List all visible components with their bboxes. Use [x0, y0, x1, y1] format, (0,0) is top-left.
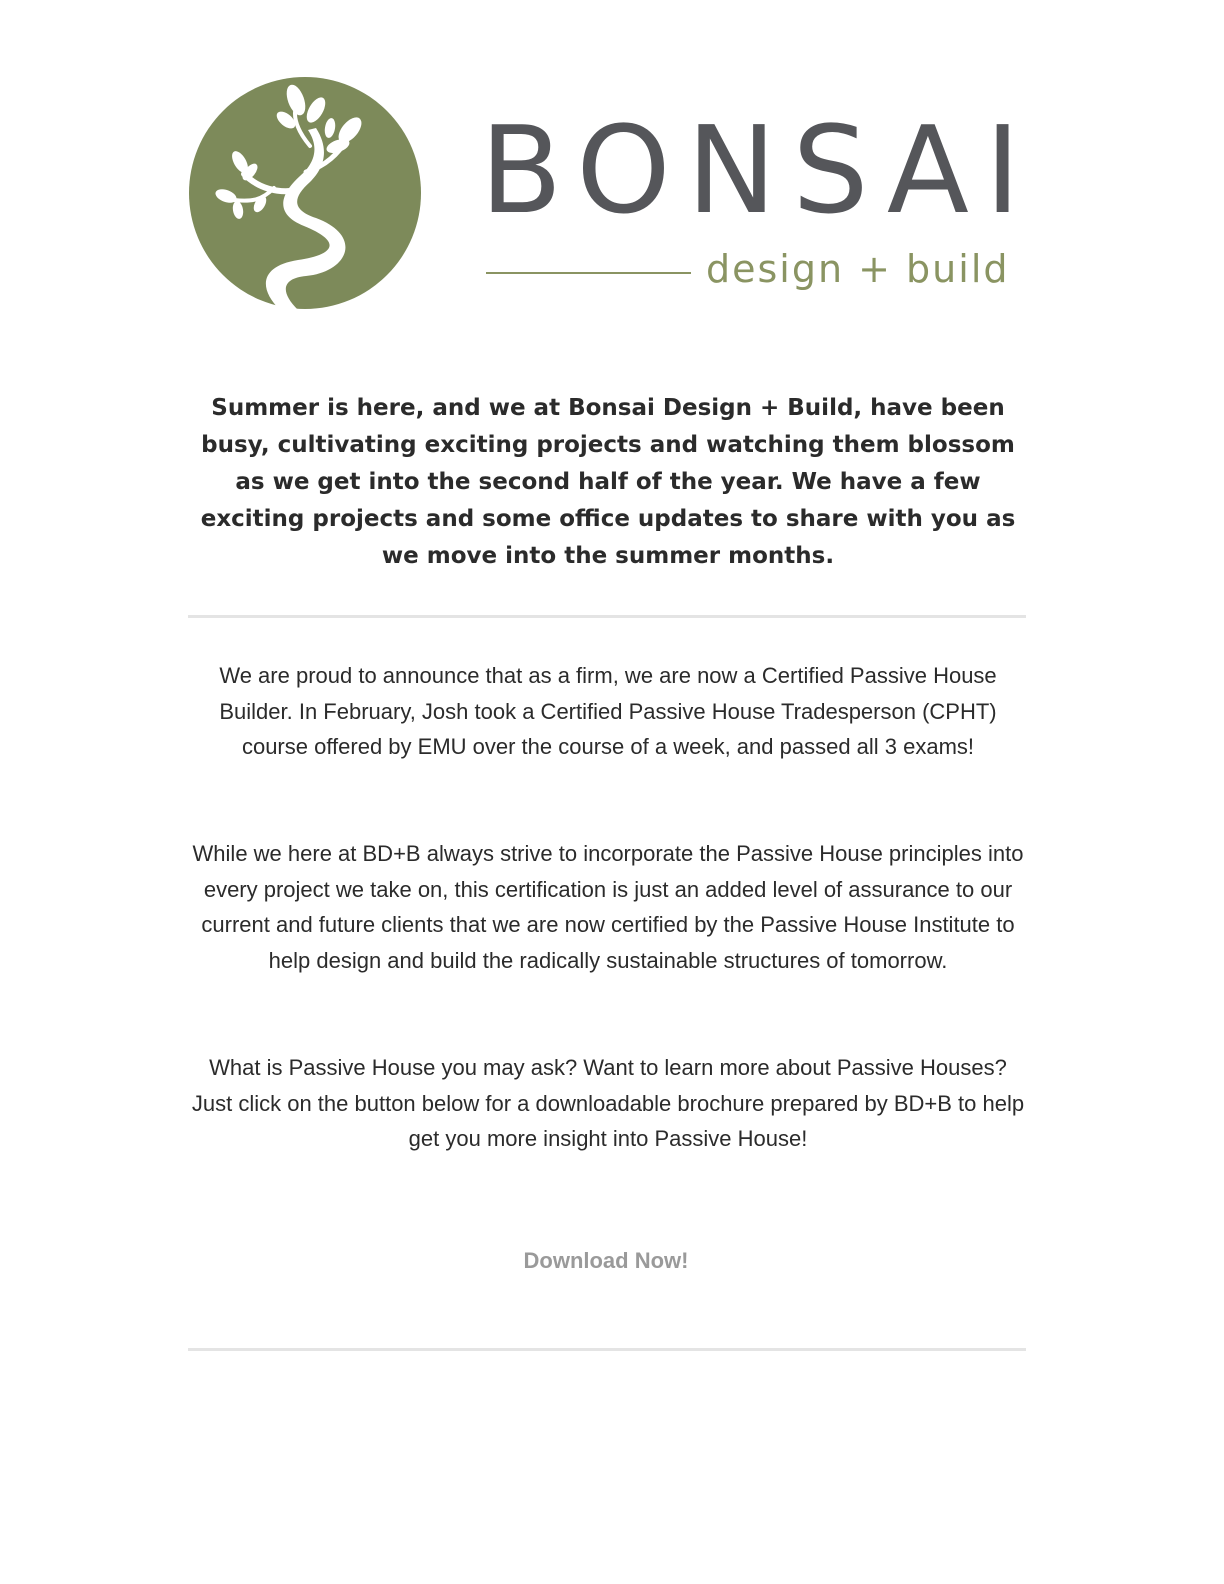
paragraph-certification: We are proud to announce that as a firm, we are now a Certified Passive House Builder. In February, Josh took a Certified Passive House Tradesperson (CPHT) course offered by EMU over the course of a week, and passed all 3 exams!	[219, 663, 997, 760]
download-now-button[interactable]: Download Now!	[523, 1248, 689, 1273]
logo-tagline: design + build	[706, 247, 1010, 291]
bonsai-tree-icon	[188, 76, 422, 310]
tagline-rule	[486, 272, 691, 274]
section-divider	[188, 615, 1026, 618]
logo-wordmark: BONSAI	[480, 102, 1037, 241]
bonsai-logo	[188, 76, 1037, 312]
paragraph-learn-more: What is Passive House you may ask? Want to learn more about Passive Houses? Just click on the button below for a downloadable brochure prepared by BD+B to help get you more insight into Passive House!	[191, 1055, 1025, 1152]
paragraph-passive-house-principles: While we here at BD+B always strive to incorporate the Passive House principles into every project we take on, this certification is just an added level of assurance to our current and future clients that we are now certified by the Passive House Institute to help design and build the radically sustainable structures of tomorrow.	[192, 841, 1024, 973]
section-divider	[188, 1348, 1026, 1351]
intro-text: Summer is here, and we at Bonsai Design + Build, have been busy, cultivating exciting projects and watching them blossom as we get into the second half of the year. We have a few exciting projects and some office updates to share with you as we move into the summer months.	[200, 395, 1016, 569]
